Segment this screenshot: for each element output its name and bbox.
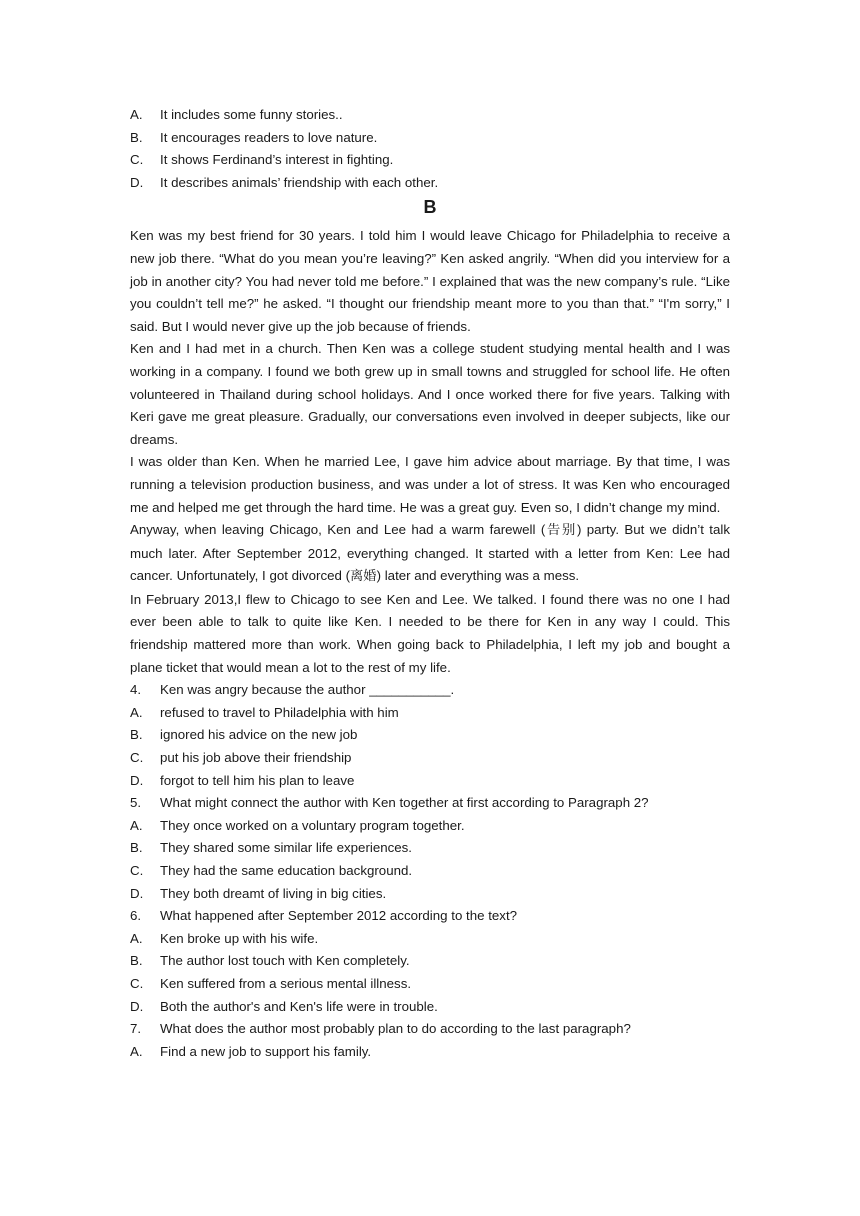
option-label: C. (130, 975, 144, 991)
question-text: What might connect the author with Ken together at first according to Paragraph 2? (160, 795, 649, 811)
answer-option (130, 770, 730, 793)
paragraph-text: Anyway, when leaving Chicago, Ken and Lee had a warm farewell ( (130, 522, 546, 538)
option-label: D. (130, 885, 144, 901)
answer-option (130, 837, 730, 860)
question-number: 4. (130, 682, 142, 698)
option-label: A. (130, 107, 143, 122)
answer-option (130, 724, 730, 747)
question-text: Ken was angry because the author ___________. (160, 682, 455, 698)
option-text: refused to travel to Philadelphia with him (160, 704, 399, 720)
option-label: C. (130, 863, 144, 878)
option-text: It describes animals’ friendship with each other. (160, 174, 439, 190)
question-stem (130, 792, 730, 815)
option-text: Ken broke up with his wife. (160, 930, 319, 946)
option-label: A. (130, 817, 143, 833)
passage-paragraph-1: Ken was my best friend for 30 years. I told him I would leave Chicago for Philadelphia to receive a new job there. “What do you mean you’re leaving?” Ken asked angrily. “When did you interview for a job in another city? You had never told me before.” I explained that was the new company’s rule. “Like you couldn’t tell me?” he asked. “I thought our friendship meant more to you than that.” “I'm sorry,” I said. But I would never give up the job because of friends. (130, 228, 730, 334)
answer-option (130, 883, 730, 906)
answer-option (130, 815, 730, 838)
answer-option (130, 860, 730, 883)
answer-option (130, 950, 730, 973)
option-text: They once worked on a voluntary program together. (160, 817, 465, 833)
option-text: ignored his advice on the new job (160, 727, 358, 743)
paragraph-text: ) later and everything was a mess. (376, 568, 580, 584)
option-text: The author lost touch with Ken completely. (160, 953, 410, 969)
option-text: They shared some similar life experiences. (160, 840, 413, 856)
option-label: C. (130, 750, 144, 766)
option-text: Ken suffered from a serious mental illness. (160, 975, 412, 991)
answer-option (130, 149, 730, 172)
answer-option (130, 928, 730, 951)
question-number: 6. (130, 908, 142, 924)
section-heading: B (423, 197, 437, 218)
option-label: B. (130, 840, 143, 856)
passage-paragraph-3: I was older than Ken. When he married Lee, I gave him advice about marriage. By that time, I was running a television production business, and was under a lot of stress. It was Ken who encouraged me and helped me get through the hard time. He was a great guy. Even so, I didn’t change my mind. (130, 454, 730, 515)
answer-option (130, 172, 730, 195)
answer-option (130, 702, 730, 725)
option-text: forgot to tell him his plan to leave (160, 772, 355, 788)
option-label: D. (130, 998, 144, 1014)
option-text: It includes some funny stories.. (160, 107, 343, 122)
answer-option (130, 1041, 730, 1064)
option-label: A. (130, 704, 143, 720)
document-page (130, 104, 730, 1063)
option-label: B. (130, 953, 143, 969)
paragraph-text: ) party. But we didn’t talk much later. After September 2012, everything changed. It started with a letter from Ken: Lee had cancer. Unfortunately, I got divorced ( (130, 522, 730, 584)
answer-option (130, 747, 730, 770)
option-label: A. (130, 1043, 143, 1059)
question-stem (130, 1018, 730, 1041)
option-label: B. (130, 727, 143, 743)
option-label: C. (130, 152, 144, 168)
question-number: 5. (130, 795, 142, 811)
question-number: 7. (130, 1021, 142, 1037)
passage-paragraph-2: Ken and I had met in a church. Then Ken was a college student studying mental health and I was working in a company. I found we both grew up in small towns and struggled for school life. He often volunteered in Thailand during school holidays. And I once worked there for five years. Talking with Keri gave me great pleasure. Gradually, our conversations even involved in deeper subjects, like our dreams. (130, 341, 730, 447)
question-stem (130, 905, 730, 928)
answer-option (130, 996, 730, 1019)
option-text: put his job above their friendship (160, 750, 352, 766)
chinese-gloss: 离婚 (350, 569, 377, 585)
passage-paragraph-4 (130, 519, 730, 589)
answer-option (130, 973, 730, 996)
option-label: B. (130, 129, 143, 145)
option-text: Both the author's and Ken's life were in trouble. (160, 998, 438, 1014)
option-text: It shows Ferdinand’s interest in fighting. (160, 152, 394, 168)
question-text: What does the author most probably plan to do according to the last paragraph? (160, 1021, 631, 1037)
option-text: It encourages readers to love nature. (160, 129, 378, 145)
option-text: They both dreamt of living in big cities. (160, 885, 387, 901)
question-text: What happened after September 2012 according to the text? (160, 908, 518, 924)
chinese-gloss: 告别 (545, 523, 577, 539)
answer-option (130, 104, 730, 127)
question-stem (130, 679, 730, 702)
answer-option (130, 127, 730, 150)
option-text: Find a new job to support his family. (160, 1043, 372, 1059)
option-label: D. (130, 772, 144, 788)
passage-paragraph-5: In February 2013,I flew to Chicago to see Ken and Lee. We talked. I found there was no one I had ever been able to talk to quite like Ken. I needed to be there for Ken in any way I could. This friendship mattered more than work. When going back to Philadelphia, I left my job and bought a plane ticket that would mean a lot to the rest of my life. (130, 591, 730, 675)
option-text: They had the same education background. (160, 863, 413, 878)
option-label: D. (130, 174, 144, 190)
option-label: A. (130, 930, 143, 946)
